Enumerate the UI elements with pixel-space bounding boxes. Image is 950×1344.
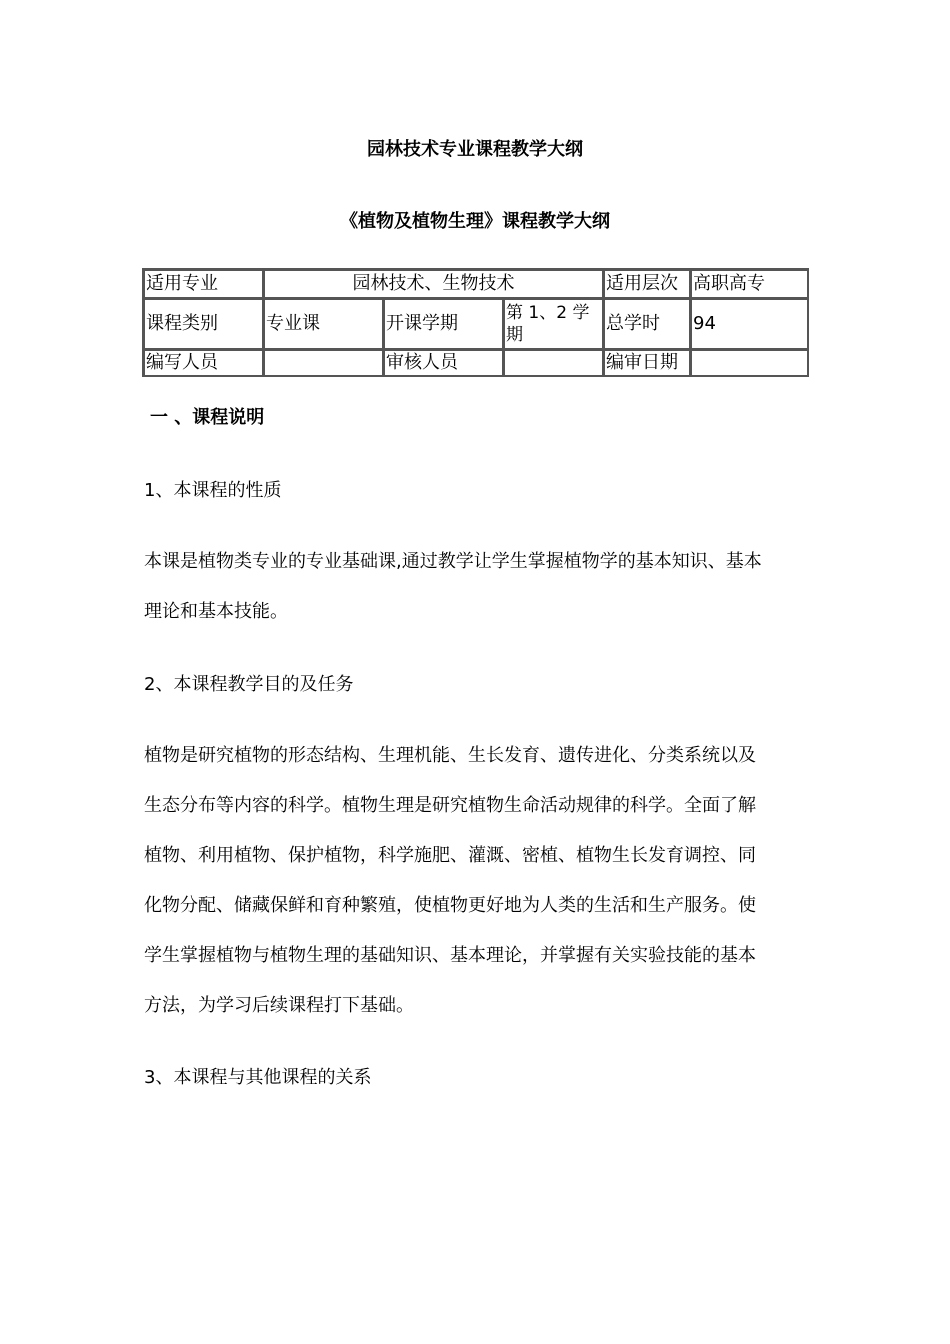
subheading-course-objectives: 2、本课程教学目的及任务 bbox=[144, 674, 354, 695]
table-row bbox=[144, 270, 807, 299]
paragraph-course-nature bbox=[144, 537, 809, 637]
table-row bbox=[144, 299, 807, 350]
label-applicable-level: 适用层次 bbox=[604, 270, 691, 299]
value-reviewer bbox=[504, 350, 604, 375]
document-title: 园林技术专业课程教学大纲 bbox=[367, 139, 583, 160]
course-title: 《植物及植物生理》课程教学大纲 bbox=[340, 211, 610, 232]
text-line: 化物分配、储藏保鲜和育种繁殖，使植物更好地为人类的生活和生产服务。使 bbox=[144, 895, 756, 916]
label-semester: 开课学期 bbox=[384, 299, 504, 350]
value-author bbox=[264, 350, 384, 375]
text-line: 本课是植物类专业的专业基础课,通过教学让学生掌握植物学的基本知识、基本 bbox=[144, 551, 762, 572]
text-line: 植物是研究植物的形态结构、生理机能、生长发育、遗传进化、分类系统以及 bbox=[144, 745, 756, 766]
label-reviewer: 审核人员 bbox=[384, 350, 504, 375]
value-applicable-major: 园林技术、生物技术 bbox=[264, 270, 604, 299]
value-semester: 第 1、2 学期 bbox=[504, 299, 604, 350]
label-total-hours: 总学时 bbox=[604, 299, 691, 350]
subheading-course-relations: 3、本课程与其他课程的关系 bbox=[144, 1067, 372, 1088]
text-line: 生态分布等内容的科学。植物生理是研究植物生命活动规律的科学。全面了解 bbox=[144, 795, 756, 816]
label-author: 编写人员 bbox=[144, 350, 264, 375]
course-info-table bbox=[142, 268, 809, 377]
label-applicable-major: 适用专业 bbox=[144, 270, 264, 299]
value-total-hours: 94 bbox=[691, 299, 807, 350]
section-heading-course-description: 一 、课程说明 bbox=[150, 407, 265, 428]
text-line: 方法，为学习后续课程打下基础。 bbox=[144, 995, 414, 1016]
text-line: 植物、利用植物、保护植物，科学施肥、灌溉、密植、植物生长发育调控、同 bbox=[144, 845, 756, 866]
label-review-date: 编审日期 bbox=[604, 350, 691, 375]
text-line: 学生掌握植物与植物生理的基础知识、基本理论，并掌握有关实验技能的基本 bbox=[144, 945, 756, 966]
label-course-type: 课程类别 bbox=[144, 299, 264, 350]
table-row bbox=[144, 350, 807, 375]
subheading-course-nature: 1、本课程的性质 bbox=[144, 480, 282, 501]
paragraph-course-objectives bbox=[144, 731, 809, 1031]
value-course-type: 专业课 bbox=[264, 299, 384, 350]
text-line: 理论和基本技能。 bbox=[144, 601, 288, 622]
value-applicable-level: 高职高专 bbox=[691, 270, 807, 299]
value-review-date bbox=[691, 350, 807, 375]
